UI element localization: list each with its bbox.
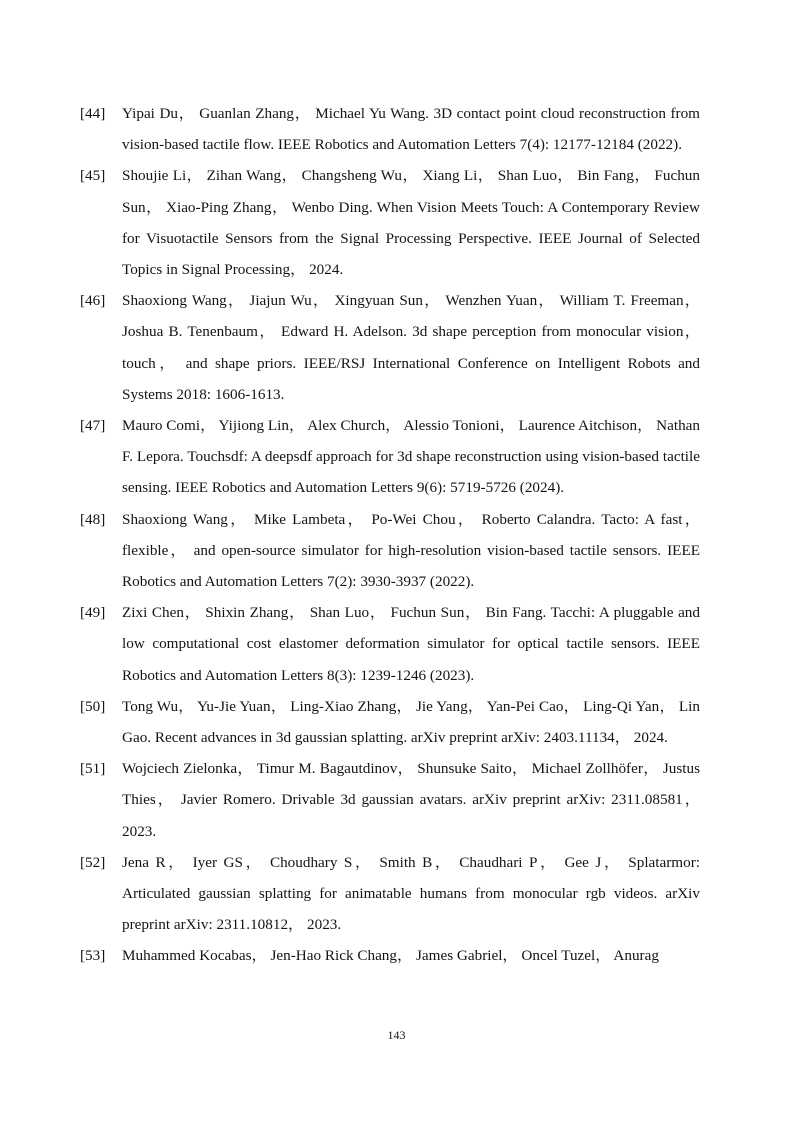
- reference-item: [80, 410, 700, 504]
- reference-item: [80, 753, 700, 847]
- reference-item: [80, 940, 700, 971]
- reference-number: [48]: [80, 510, 106, 528]
- reference-number: [51]: [80, 760, 106, 778]
- reference-text: Tong Wu， Yu-Jie Yuan， Ling-Xiao Zhang， Jie Yang， Yan-Pei Cao， Ling-Qi Yan， Lin Gao. Recent advances in 3d gaussian splatting. arXiv preprint arXiv: 2403.11134， 2024.: [122, 697, 700, 747]
- reference-number: [50]: [80, 697, 106, 715]
- reference-number: [53]: [80, 947, 106, 965]
- reference-text: Shaoxiong Wang， Mike Lambeta， Po-Wei Chou， Roberto Calandra. Tacto: A fast， flexible， and open-source simulator for high-resolution vision-based tactile sensors. IEEE Robotics and Automation Letters 7(2): 3930-3937 (2022).: [122, 510, 700, 591]
- reference-number: [46]: [80, 292, 106, 310]
- reference-text: Mauro Comi， Yijiong Lin， Alex Church， Alessio Tonioni， Laurence Aitchison， Nathan F. Lepora. Touchsdf: A deepsdf approach for 3d shape reconstruction using vision-based tactile sensing. IEEE Robotics and Automation Letters 9(6): 5719-5726 (2024).: [122, 417, 700, 497]
- reference-item: [80, 98, 700, 160]
- reference-item: [80, 285, 700, 410]
- reference-text: Zixi Chen， Shixin Zhang， Shan Luo， Fuchun Sun， Bin Fang. Tacchi: A pluggable and low computational cost elastomer deformation simulator for optical tactile sensors. IEEE Robotics and Automation Letters 8(3): 1239-1246 (2023).: [122, 604, 700, 684]
- reference-item: [80, 691, 700, 753]
- reference-item: [80, 597, 700, 691]
- reference-number: [44]: [80, 105, 106, 122]
- reference-text: Wojciech Zielonka， Timur M. Bagautdinov， Shunsuke Saito， Michael Zollhöfer， Justus Thies， Javier Romero. Drivable 3d gaussian avatars. arXiv preprint arXiv: 2311.08581， 2023.: [122, 760, 700, 840]
- reference-text: Shoujie Li， Zihan Wang， Changsheng Wu， Xiang Li， Shan Luo， Bin Fang， Fuchun Sun， Xiao-Ping Zhang， Wenbo Ding. When Vision Meets Touch: A Contemporary Review for Visuotactile Sensors from the Signal Processing Perspective. IEEE Journal of Selected Topics in Signal Processing， 2024.: [122, 167, 700, 279]
- reference-number: [45]: [80, 167, 106, 185]
- reference-text: Jena R， Iyer GS， Choudhary S， Smith B， Chaudhari P， Gee J， Splatarmor: Articulated gaussian splatting for animatable humans from monocular rgb videos. arXiv preprint arXiv: 2311.10812， 2023.: [122, 853, 700, 934]
- page-number: 143: [387, 1028, 406, 1042]
- reference-text: Muhammed Kocabas， Jen-Hao Rick Chang， James Gabriel， Oncel Tuzel， Anurag: [122, 947, 659, 965]
- reference-text: Yipai Du， Guanlan Zhang， Michael Yu Wang. 3D contact point cloud reconstruction from vision-based tactile flow. IEEE Robotics and Automation Letters 7(4): 12177-12184 (2022).: [122, 105, 700, 154]
- reference-number: [52]: [80, 853, 106, 871]
- reference-text: Shaoxiong Wang， Jiajun Wu， Xingyuan Sun， Wenzhen Yuan， William T. Freeman， Joshua B. Tenenbaum， Edward H. Adelson. 3d shape perception from monocular vision， touch， and shape priors. IEEE/RSJ International Conference on Intelligent Robots and Systems 2018: 1606-1613.: [122, 292, 700, 403]
- reference-item: [80, 160, 700, 285]
- reference-item: [80, 504, 700, 598]
- reference-number: [49]: [80, 604, 106, 622]
- reference-list: [80, 98, 700, 972]
- reference-item: [80, 847, 700, 941]
- reference-number: [47]: [80, 417, 106, 435]
